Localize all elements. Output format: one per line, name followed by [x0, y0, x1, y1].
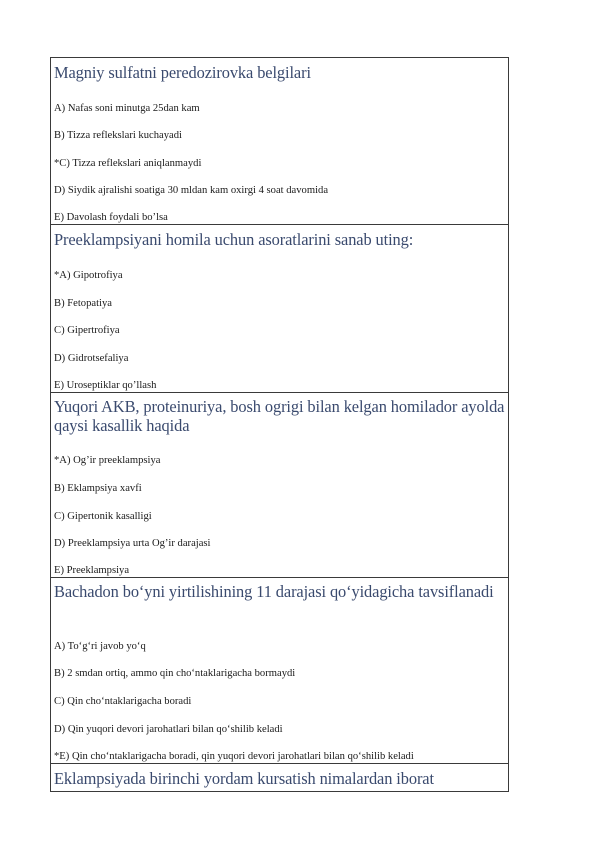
question-block: [50, 58, 509, 225]
answer-option: D) Gidrotsefaliya: [54, 352, 129, 364]
question-text: Bachadon bo‘yni yirtilishining 11 darajasi qo‘yidagicha tavsiflanadi: [54, 582, 494, 602]
answer-options: [54, 625, 508, 762]
question-text: Preeklampsiyani homila uchun asoratlarini sanab uting:: [54, 230, 414, 250]
answer-option: B) Tizza reflekslari kuchayadi: [54, 130, 182, 142]
question-block: [50, 764, 509, 792]
answer-option: E) Uroseptiklar qo’llash: [54, 379, 157, 391]
answer-option: *E) Qin cho‘ntaklarigacha boradi, qin yuqori devori jarohatlari bilan qo‘shilib keladi: [54, 750, 414, 762]
answer-option: E) Davolash foydali bo’lsa: [54, 212, 168, 224]
answer-options: [54, 254, 508, 391]
question-text: Yuqori AKB, proteinuriya, bosh ogrigi bilan kelgan homilador ayolda qaysi kasallik haqida: [54, 396, 505, 435]
answer-option: A) Nafas soni minutga 25dan kam: [54, 102, 200, 114]
question-block: [50, 578, 509, 763]
answer-option: D) Siydik ajralishi soatiga 30 mldan kam oxirgi 4 soat davomida: [54, 185, 329, 197]
answer-option: C) Qin cho‘ntaklarigacha boradi: [54, 695, 192, 707]
answer-options: [54, 87, 508, 224]
question-table: [50, 57, 509, 792]
answer-option: B) Fetopatiya: [54, 297, 112, 309]
answer-option: A) To‘g‘ri javob yo‘q: [54, 640, 146, 652]
answer-option: C) Gipertonik kasalligi: [54, 510, 152, 522]
answer-option: D) Qin yuqori devori jarohatlari bilan qo‘shilib keladi: [54, 723, 283, 735]
answer-option: *A) Og’ir preeklampsiya: [54, 455, 161, 467]
question-text: Magniy sulfatni peredozirovka belgilari: [54, 63, 311, 82]
answer-option: B) Eklampsiya xavfi: [54, 482, 142, 494]
question-text: Eklampsiyada birinchi yordam kursatish nimalardan iborat: [54, 768, 434, 788]
answer-option: *A) Gipotrofiya: [54, 269, 123, 281]
answer-option: D) Preeklampsiya urta Og’ir darajasi: [54, 538, 211, 550]
answer-options: [54, 440, 508, 577]
question-block: [50, 393, 509, 578]
question-block: [50, 225, 509, 392]
answer-option: C) Gipertrofiya: [54, 325, 120, 337]
answer-option: B) 2 smdan ortiq, ammo qin cho‘ntaklarigacha bormaydi: [54, 668, 296, 680]
answer-option: *C) Tizza reflekslari aniqlanmaydi: [54, 157, 202, 169]
answer-option: E) Preeklampsiya: [54, 565, 130, 577]
